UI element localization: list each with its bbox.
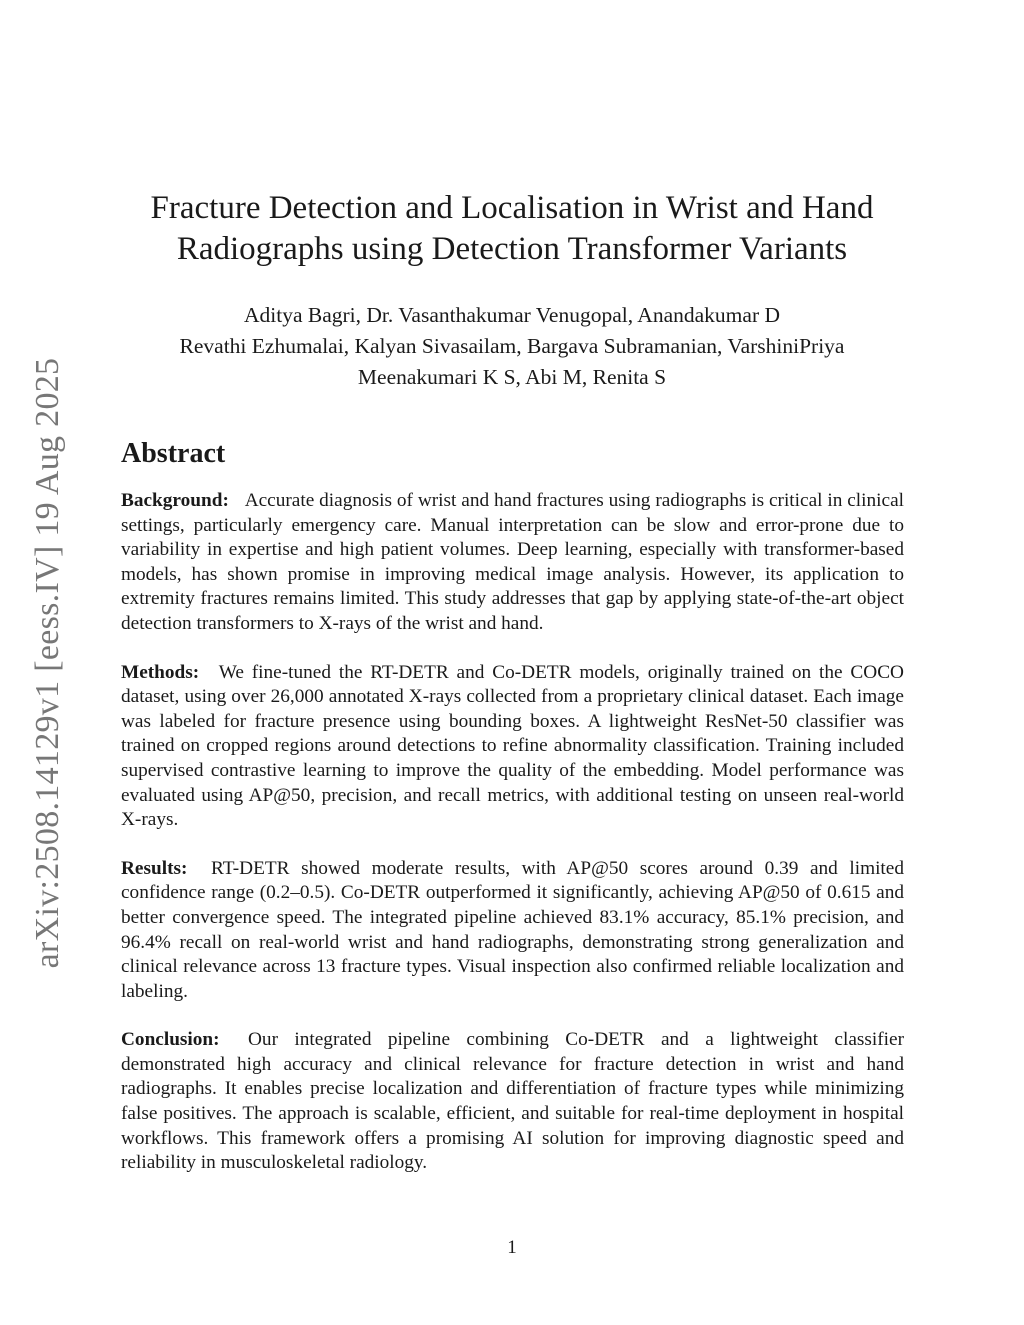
abstract-results (121, 857, 904, 1005)
arxiv-identifier: arXiv:2508.14129v1 [eess.IV] 19 Aug 2025 (29, 357, 66, 969)
background-text: Accurate diagnosis of wrist and hand fractures using radiographs is critical in clinical settings, particularly emergency care. Manual interpretation can be slow and error-prone due to variability in expertise and high patient volumes. Deep learning, especially with transformer-based models, has shown promise in improving medical image analysis. However, its application to extremity fractures remains limited. This study addresses that gap by applying state-of-the-art object detection transformers to X-rays of the wrist and hand. (121, 490, 904, 634)
abstract-heading: Abstract (121, 438, 226, 469)
author-line: Meenakumari K S, Abi M, Renita S (357, 365, 667, 389)
abstract-conclusion (121, 1028, 904, 1176)
background-label: Background: (121, 490, 229, 511)
author-line: Revathi Ezhumalai, Kalyan Sivasailam, Bargava Subramanian, VarshiniPriya (179, 334, 845, 358)
author-list (112, 300, 912, 393)
methods-text: We fine-tuned the RT-DETR and Co-DETR models, originally trained on the COCO dataset, using over 26,000 annotated X-rays collected from a proprietary clinical dataset. Each image was labeled for fracture presence using bounding boxes. A lightweight ResNet-50 classifier was trained on cropped regions around detections to refine abnormality classification. Training included supervised contrastive learning to improve the quality of the embedding. Model performance was evaluated using AP@50, precision, and recall metrics, with additional testing on unseen real-world X-rays. (121, 661, 904, 831)
conclusion-label: Conclusion: (121, 1029, 220, 1051)
abstract-methods (121, 661, 904, 833)
abstract-background (121, 489, 904, 637)
author-line: Aditya Bagri, Dr. Vasanthakumar Venugopal, Anandakumar D (244, 303, 780, 327)
results-text: RT-DETR showed moderate results, with AP@50 scores around 0.39 and limited confidence range (0.2–0.5). Co-DETR outperformed it significantly, achieving AP@50 of 0.615 and better convergence speed. The integrated pipeline achieved 83.1% accuracy, 85.1% precision, and 96.4% recall on real-world wrist and hand radiographs, demonstrating strong generalization and clinical relevance across 13 fracture types. Visual inspection also confirmed reliable localization and labeling. (121, 857, 904, 1002)
results-label: Results: (121, 857, 188, 879)
page-number: 1 (507, 1237, 517, 1258)
title-line: Fracture Detection and Localisation in Wrist and Hand (150, 190, 874, 226)
methods-label: Methods: (121, 661, 200, 683)
abstract-body (121, 489, 904, 1200)
conclusion-text: Our integrated pipeline combining Co-DETR and a lightweight classifier demonstrated high accuracy and clinical relevance for fracture detection in wrist and hand radiographs. It enables precise localization and differentiation of fracture types while minimizing false positives. The approach is scalable, efficient, and suitable for real-time deployment in hospital workflows. This framework offers a promising AI solution for improving diagnostic speed and reliability in musculoskeletal radiology. (121, 1029, 904, 1174)
paper-title (112, 188, 912, 270)
title-line: Radiographs using Detection Transformer Variants (176, 231, 848, 267)
